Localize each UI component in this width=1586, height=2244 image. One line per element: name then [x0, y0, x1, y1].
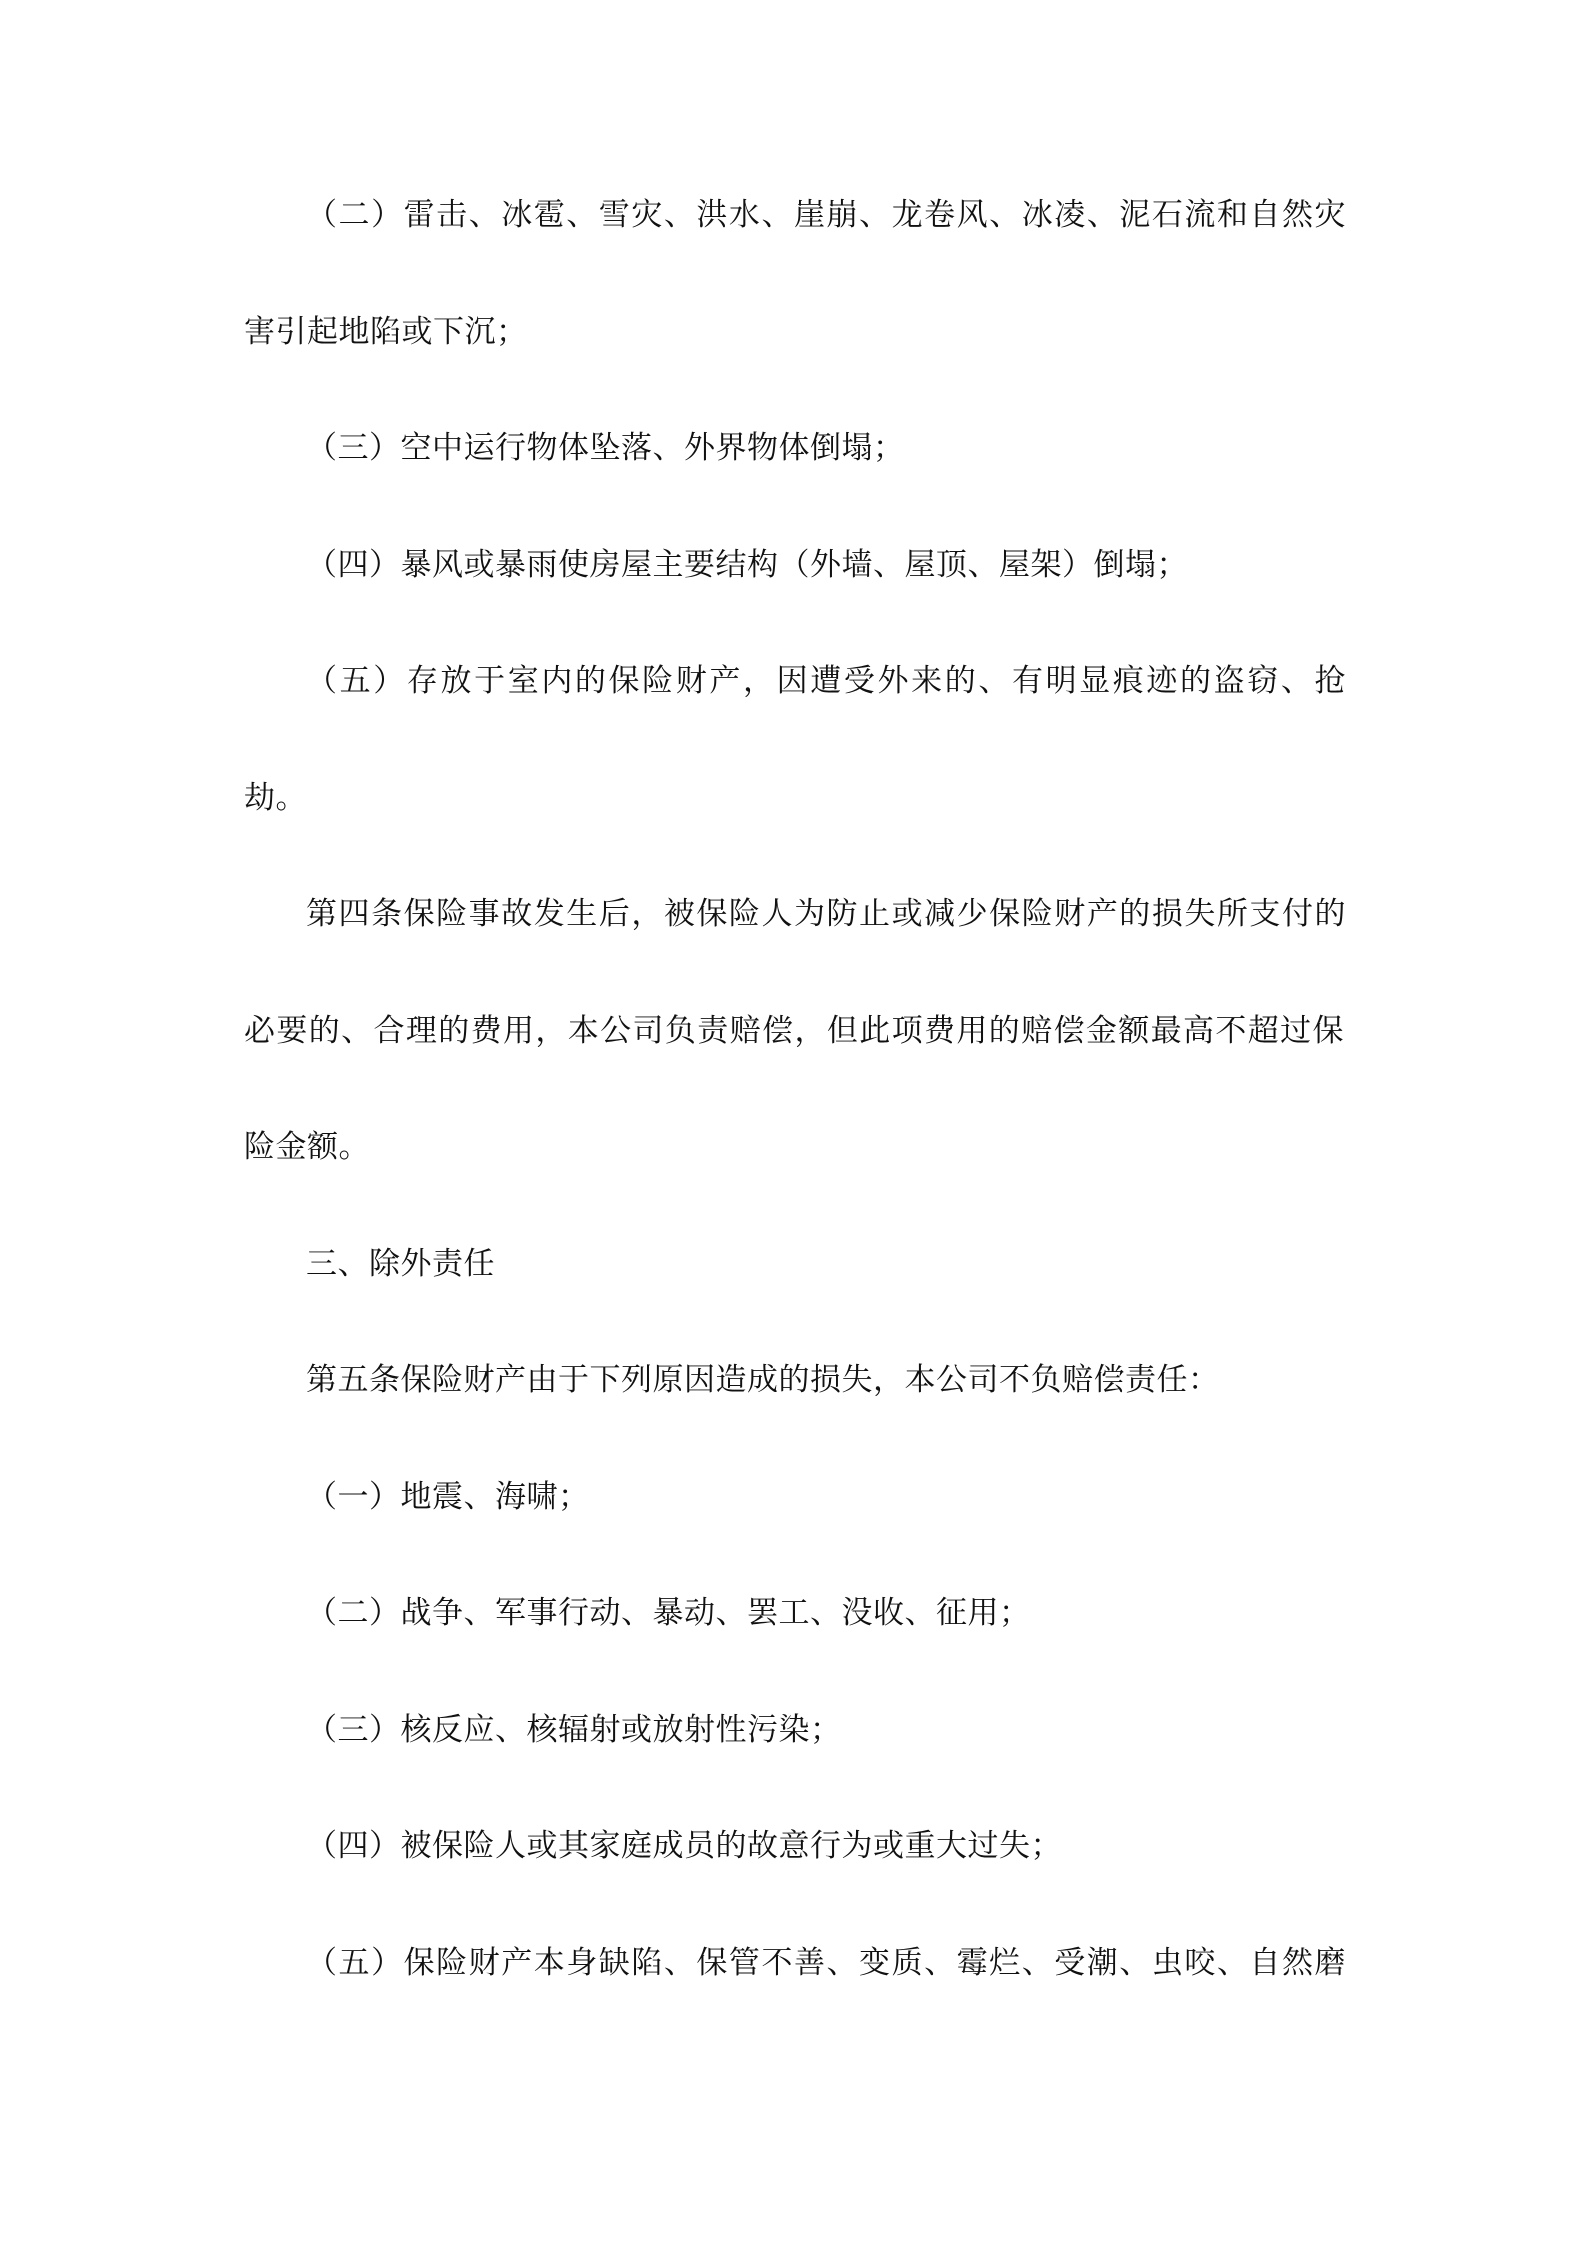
article-line: 第四条保险事故发生后，被保险人为防止或减少保险财产的损失所支付的: [306, 896, 1346, 932]
clause-line: （五）存放于室内的保险财产，因遭受外来的、有明显痕迹的盗窃、抢: [306, 663, 1346, 699]
clause-line: 劫。: [244, 780, 307, 816]
clause-line: （三）空中运行物体坠落、外界物体倒塌；: [306, 430, 905, 466]
clause-line: （二）战争、军事行动、暴动、罢工、没收、征用；: [306, 1595, 1031, 1631]
clause-line: （三）核反应、核辐射或放射性污染；: [306, 1712, 842, 1748]
clause-line: （四）被保险人或其家庭成员的故意行为或重大过失；: [306, 1828, 1062, 1864]
article-line: 险金额。: [244, 1129, 370, 1165]
clause-line: （五）保险财产本身缺陷、保管不善、变质、霉烂、受潮、虫咬、自然磨: [306, 1945, 1346, 1981]
article-line: 必要的、合理的费用，本公司负责赔偿，但此项费用的赔偿金额最高不超过保: [244, 1013, 1344, 1049]
section-heading: 三、除外责任: [306, 1246, 495, 1282]
clause-line: （四）暴风或暴雨使房屋主要结构（外墙、屋顶、屋架）倒塌；: [306, 547, 1188, 583]
clause-line: （二）雷击、冰雹、雪灾、洪水、崖崩、龙卷风、冰凌、泥石流和自然灾: [306, 197, 1346, 233]
clause-line: （一）地震、海啸；: [306, 1479, 590, 1515]
clause-line: 害引起地陷或下沉；: [244, 314, 528, 350]
article-line: 第五条保险财产由于下列原因造成的损失，本公司不负赔偿责任：: [306, 1362, 1220, 1398]
